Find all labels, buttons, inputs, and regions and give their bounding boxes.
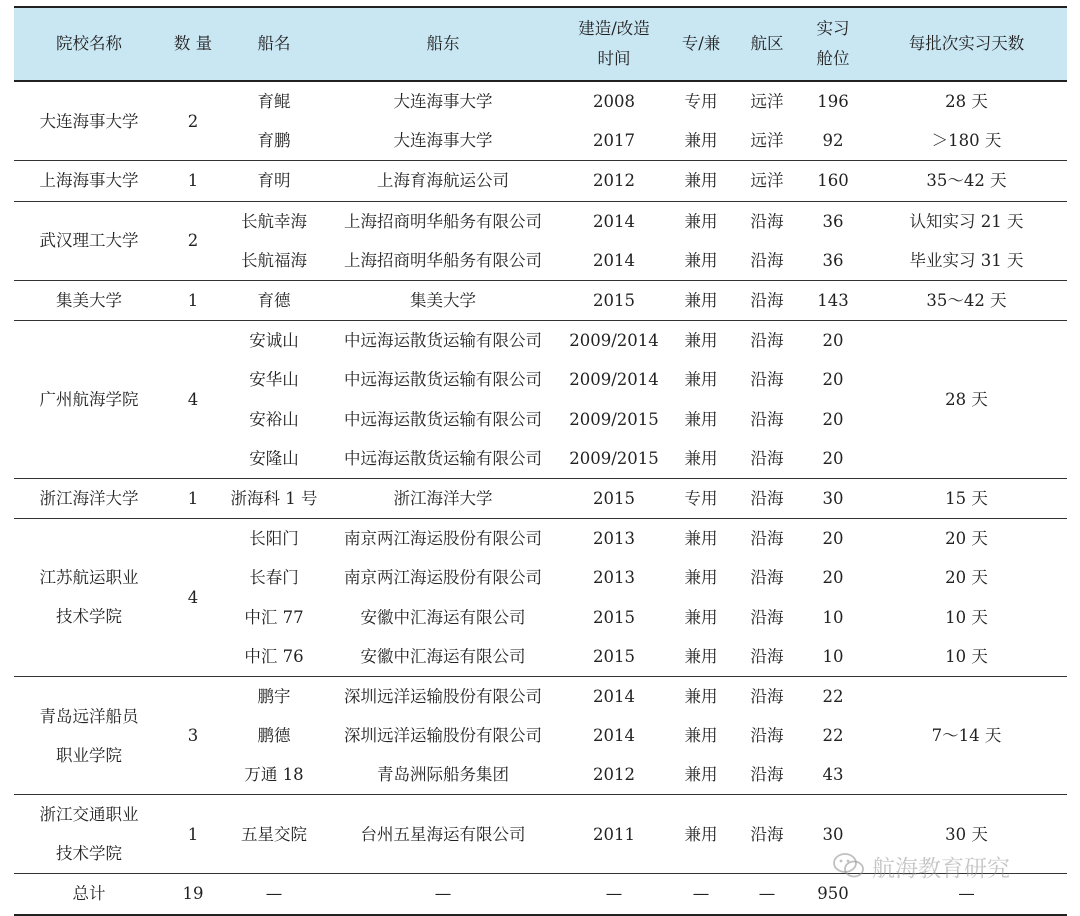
usage-type: 专用 [668,478,734,518]
header-berths-line2: 舱位 [816,49,850,68]
build-year: 2015 [593,607,635,627]
ship-owner: 南京两江海运股份有限公司 [326,519,560,559]
build-year: 2013 [593,568,635,588]
school-name-cell [14,280,164,320]
table-row [14,81,1067,121]
total-label: 总计 [14,874,164,915]
school-name: 技术学院 [56,607,122,627]
ship-owner: 大连海事大学 [393,92,493,112]
build-year: 2015 [560,478,668,518]
berth-count: 36 [822,250,844,270]
sailing-area: 沿海 [734,676,800,716]
training-days: 28 天 [945,92,988,112]
ship-count: 1 [164,161,222,201]
ship-name: 中汇 77 [244,607,304,627]
ship-owner: 集美大学 [326,280,560,320]
school-name: 职业学院 [56,745,122,765]
training-days: 30 天 [866,795,1067,874]
training-days: 15 天 [866,478,1067,518]
ship-name: 长春门 [249,568,299,588]
usage-type: 专用 [684,92,718,112]
usage-type: 兼用 [668,795,734,874]
ship-name: 育明 [222,161,326,201]
berth-count: 20 [822,370,844,390]
ship-name: 安裕山 [249,409,299,429]
ship-name: 安诚山 [222,321,326,361]
school-name-cell [14,161,164,201]
school-name: 青岛远洋船员 [39,706,139,726]
berth-count: 22 [822,726,844,746]
usage-type: 兼用 [668,321,734,361]
header-owner: 船东 [326,7,560,81]
ship-count: 2 [187,111,199,131]
build-year: 2015 [560,280,668,320]
training-days: 35～42 天 [866,161,1067,201]
table-body [14,81,1067,915]
table-row [14,478,1067,518]
usage-type: 兼用 [684,250,718,270]
build-year: 2009/2015 [569,409,659,429]
ship-owner: 大连海事大学 [393,131,493,151]
sailing-area: 沿海 [734,280,800,320]
build-year: 2014 [560,676,668,716]
school-name: 浙江海洋大学 [39,488,139,508]
ship-count: 1 [164,795,222,874]
sailing-area: 沿海 [734,519,800,559]
ship-name: 浙海科 1 号 [222,478,326,518]
ship-owner: 浙江海洋大学 [326,478,560,518]
usage-type: 兼用 [668,161,734,201]
build-year: 2009/2015 [569,448,659,468]
sailing-area: 沿海 [750,646,784,666]
school-name-cell [14,81,164,161]
ship-name: 鹏宇 [222,676,326,716]
sailing-area: 沿海 [734,321,800,361]
build-year: 2012 [593,765,635,785]
ship-count: 2 [164,201,222,280]
usage-type: 兼用 [684,448,718,468]
sailing-area: 沿海 [734,795,800,874]
ship-owner: 上海育海航运公司 [326,161,560,201]
ship-name: 万通 18 [244,765,304,785]
ship-owner: 安徽中汇海运有限公司 [360,646,526,666]
usage-type: 兼用 [684,131,718,151]
table-row [14,201,1067,241]
ship-owner: 中远海运散货运输有限公司 [344,370,542,390]
ship-name: 育鹏 [257,131,291,151]
berth-count: 22 [800,676,866,716]
berth-count: 196 [817,92,849,112]
header-built-line2: 时间 [597,49,631,68]
sailing-area: 沿海 [750,568,784,588]
berth-count: 10 [822,646,844,666]
build-year: 2017 [593,131,635,151]
sailing-area: 沿海 [750,607,784,627]
header-built [560,7,668,81]
ship-name: 育德 [222,280,326,320]
school-name: 集美大学 [56,291,122,311]
training-days: 7～14 天 [866,676,1067,795]
sailing-area: 沿海 [750,765,784,785]
watermark [832,846,1052,886]
school-name: 广州航海学院 [39,390,139,409]
berth-count: 20 [822,409,844,429]
berth-count: 143 [800,280,866,320]
usage-type: 兼用 [684,370,718,390]
school-name-cell [14,676,164,795]
header-ship: 船名 [222,7,326,81]
training-days: 20 天 [866,519,1067,559]
usage-type: 兼用 [684,568,718,588]
build-year: 2014 [560,201,668,241]
build-year: 2011 [560,795,668,874]
usage-type: 兼用 [668,201,734,241]
ship-owner: 上海招商明华船务有限公司 [326,201,560,241]
ship-count: 1 [164,478,222,518]
ship-owner: 上海招商明华船务有限公司 [344,250,542,270]
ship-owner: 中远海运散货运输有限公司 [344,448,542,468]
berth-count: 92 [822,131,844,151]
ship-name: 育鲲 [257,92,291,112]
ship-count: 3 [164,676,222,795]
school-name: 浙江交通职业 [39,805,139,825]
ship-owner: 安徽中汇海运有限公司 [360,607,526,627]
usage-type: 兼用 [684,409,718,429]
berth-count: 30 [800,795,866,874]
total-use: — [668,874,734,915]
ship-name: 鹏德 [257,726,291,746]
ship-count: 4 [164,519,222,677]
total-owner: — [326,874,560,915]
header-area: 航区 [734,7,800,81]
ship-owner: 南京两江海运股份有限公司 [344,568,542,588]
training-days: 10 天 [945,646,988,666]
sailing-area: 远洋 [750,131,784,151]
ship-name: 长阳门 [222,519,326,559]
school-name: 江苏航运职业 [39,568,139,588]
usage-type: 兼用 [684,726,718,746]
usage-type: 兼用 [684,607,718,627]
sailing-area: 沿海 [734,201,800,241]
header-row [14,7,1067,81]
build-year: 2008 [593,92,635,112]
school-name-cell [14,795,164,874]
school-name: 武汉理工大学 [39,231,139,251]
berth-count: 160 [800,161,866,201]
ship-owner: 深圳远洋运输股份有限公司 [326,676,560,716]
usage-type: 兼用 [684,646,718,666]
build-year: 2015 [593,646,635,666]
ship-name: 中汇 76 [244,646,304,666]
ship-table [14,6,1067,916]
training-days: 10 天 [945,607,988,627]
build-year: 2014 [593,250,635,270]
training-days: 28 天 [866,321,1067,479]
school-name-cell [14,321,164,479]
school-name-cell [14,519,164,677]
header-berths-line1: 实习 [816,19,850,38]
usage-type: 兼用 [684,765,718,785]
berth-count: 30 [800,478,866,518]
ship-name: 长航福海 [241,250,307,270]
sailing-area: 远洋 [734,161,800,201]
school-name: 大连海事大学 [39,111,139,131]
berth-count: 20 [822,448,844,468]
berth-count: 36 [800,201,866,241]
total-built: — [560,874,668,915]
build-year: 2009/2014 [560,321,668,361]
header-count: 数 量 [164,7,222,81]
berth-count: 10 [822,607,844,627]
ship-count: 4 [164,321,222,479]
berth-count: 20 [800,321,866,361]
table-row [14,519,1067,559]
table-row [14,280,1067,320]
ship-owner: 中远海运散货运输有限公司 [344,409,542,429]
sailing-area: 沿海 [750,409,784,429]
table-row [14,161,1067,201]
ship-name: 安华山 [249,370,299,390]
berth-count: 20 [800,519,866,559]
school-name: 上海海事大学 [39,171,139,191]
ship-owner: 深圳远洋运输股份有限公司 [344,726,542,746]
sailing-area: 沿海 [750,448,784,468]
header-built-line1: 建造/改造 [578,19,650,38]
total-days: — [866,874,1067,915]
total-berths: 950 [800,874,866,915]
berth-count: 43 [822,765,844,785]
school-name-cell [14,478,164,518]
school-name: 技术学院 [56,844,122,864]
ship-owner: 台州五星海运有限公司 [326,795,560,874]
sailing-area: 沿海 [750,726,784,746]
watermark-text: 航海教育研究 [872,855,1010,882]
total-count: 19 [164,874,222,915]
ship-name: 安隆山 [249,448,299,468]
ship-owner: 青岛洲际船务集团 [377,765,509,785]
wechat-icon [832,851,866,881]
sailing-area: 沿海 [734,478,800,518]
training-days: 35～42 天 [866,280,1067,320]
build-year: 2012 [560,161,668,201]
sailing-area: 远洋 [750,92,784,112]
build-year: 2014 [593,726,635,746]
header-berths [800,7,866,81]
berth-count: 20 [822,568,844,588]
sailing-area: 沿海 [750,370,784,390]
build-year: 2013 [560,519,668,559]
table-row [14,676,1067,716]
total-area: — [734,874,800,915]
usage-type: 兼用 [668,280,734,320]
build-year: 2009/2014 [569,370,659,390]
table-row [14,321,1067,361]
training-days: 毕业实习 31 天 [909,250,1024,270]
ship-name: 长航幸海 [222,201,326,241]
header-school: 院校名称 [14,7,164,81]
sailing-area: 沿海 [750,250,784,270]
training-days: ＞180 天 [931,131,1002,151]
header-days: 每批次实习天数 [866,7,1067,81]
ship-count: 1 [164,280,222,320]
training-days: 20 天 [945,568,988,588]
usage-type: 兼用 [668,676,734,716]
ship-owner: 中远海运散货运输有限公司 [326,321,560,361]
training-days: 认知实习 21 天 [866,201,1067,241]
total-ship: — [222,874,326,915]
header-use: 专/兼 [668,7,734,81]
ship-name: 五星交院 [222,795,326,874]
school-name-cell [14,201,164,280]
usage-type: 兼用 [668,519,734,559]
